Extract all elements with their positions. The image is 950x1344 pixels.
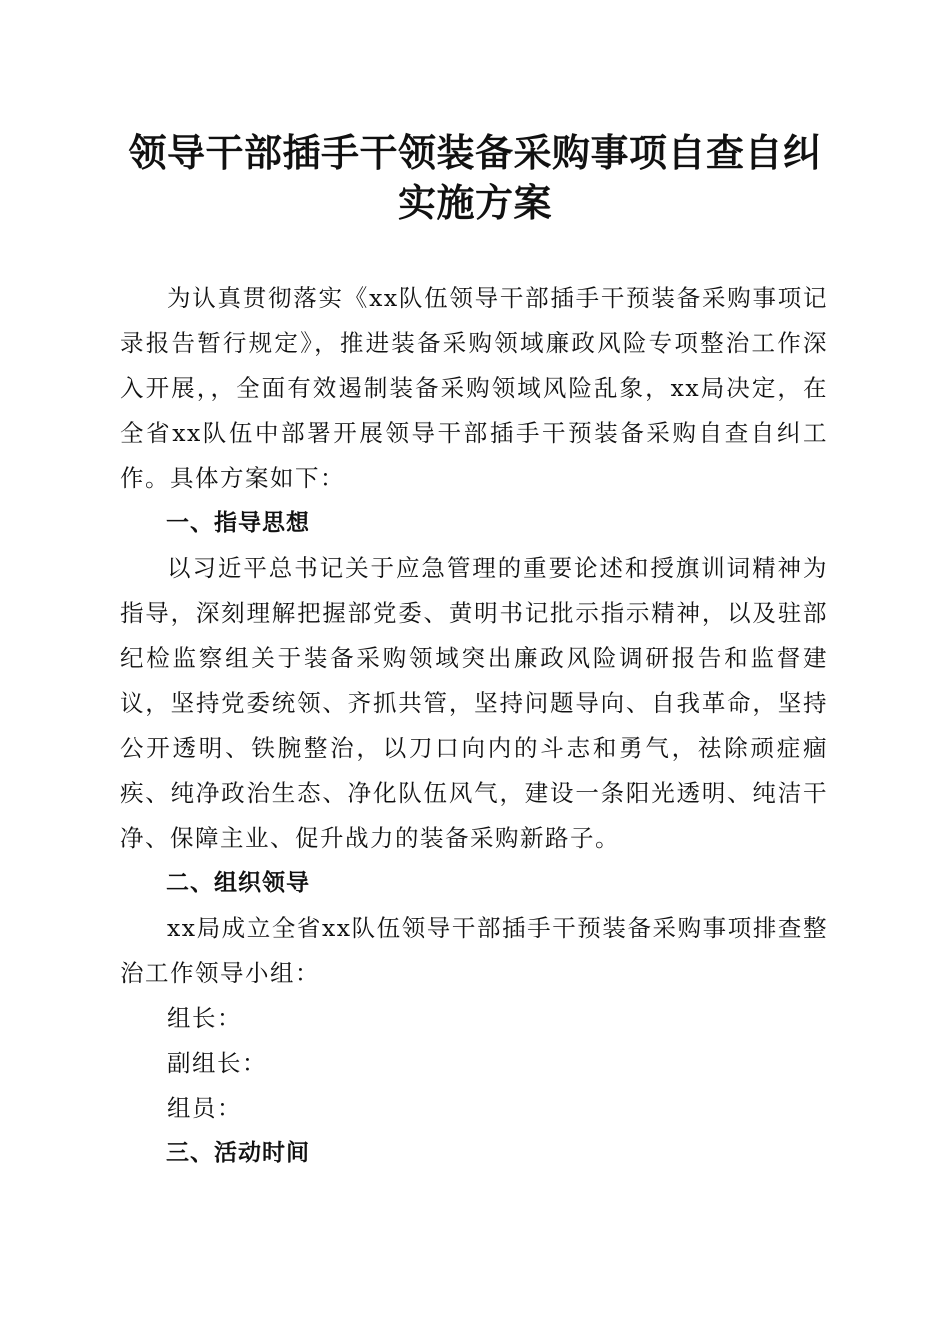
intro-paragraph: 为认真贯彻落实《xx队伍领导干部插手干预装备采购事项记录报告暂行规定》，推进装备采购领域廉政风险专项整治工作深入开展，，全面有效遏制装备采购领域风险乱象，xx局决定，在全省xx队伍中部署开展领导干部插手干预装备采购自查自纠工作。具体方案如下：: [120, 284, 828, 492]
guiding-ideology-paragraph: 以习近平总书记关于应急管理的重要论述和授旗训词精神为指导，深刻理解把握部党委、黄明书记批示指示精神，以及驻部纪检监察组关于装备采购领域突出廉政风险调研报告和监督建议，坚持党委统领、齐抓共管，坚持问题导向、自我革命，坚持公开透明、铁腕整治，以刀口向内的斗志和勇气，祛除顽症痼疾、纯净政治生态、净化队伍风气，建设一条阳光透明、纯洁干净、保障主业、促升战力的装备采购新路子。: [120, 554, 828, 852]
document-body: [120, 276, 828, 1176]
organization-paragraph: xx局成立全省xx队伍领导干部插手干预装备采购事项排查整治工作领导小组：: [120, 914, 828, 987]
section-heading-activity-time: 三、活动时间: [166, 1140, 310, 1166]
section-heading-organization: 二、组织领导: [166, 870, 310, 896]
group-members-line: 组员：: [167, 1094, 242, 1122]
document-title: 领导干部插手干领装备采购事项自查自纠实施方案: [128, 130, 822, 225]
section-heading-guiding-ideology: 一、指导思想: [166, 510, 310, 536]
group-leader-line: 组长：: [167, 1004, 242, 1032]
deputy-leader-line: 副组长：: [167, 1049, 267, 1077]
